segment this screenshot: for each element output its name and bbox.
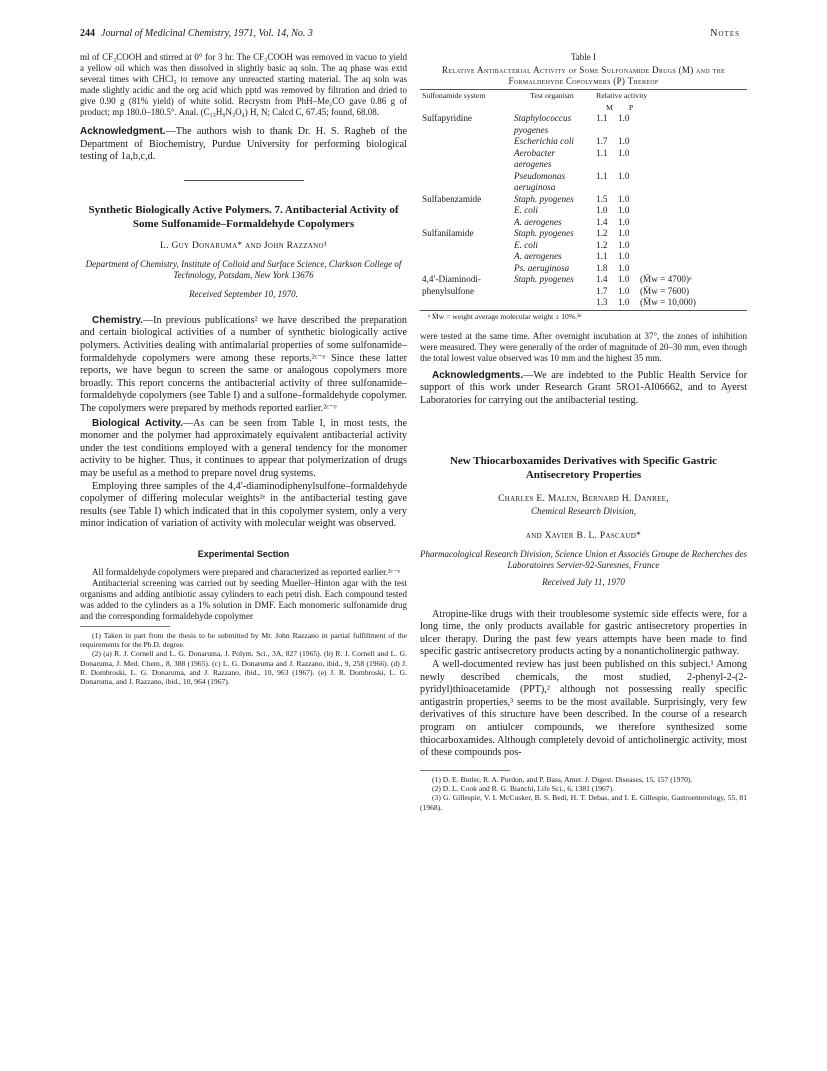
- cell-note: [638, 228, 747, 240]
- cell-note: [638, 148, 747, 171]
- table-row: [420, 136, 747, 148]
- chemistry-text: —In previous publications² we have described the preparation and certain biological activities of a number of synthetic biologically active polymers. Activities dealing with antimalarial properties of some sulfonamide–formaldehyde copolymers were among these reports.²ᶜ⁻ᵉ Since these latter reports, we have begun to screen the same or analogous copolymers more broadly. This report concerns the antibacterial activity of three sulfonamide–formaldehyde copolymers (see Table I) and a sulfone–formaldehyde copolymer. The copolymers were prepared by methods reported earlier.²ᶜ⁻ᵉ: [80, 314, 407, 414]
- table-row: [420, 228, 747, 240]
- cell-organism: [510, 297, 594, 309]
- table-row: [420, 297, 747, 309]
- footnote-rule-right: [420, 770, 510, 771]
- cell-system: 4,4′-Diaminodi-: [422, 274, 481, 284]
- cell-note: (M̄w = 4700)ᵃ: [640, 274, 692, 284]
- table-row: [420, 205, 747, 217]
- table-row: [420, 171, 747, 194]
- cell-m: 1.1: [596, 170, 608, 181]
- cell-p: 1.0: [618, 228, 630, 238]
- cell-system: phenylsulfone: [422, 285, 475, 296]
- chemistry-paragraph: [80, 315, 407, 416]
- experimental-paragraph-1: All formaldehyde copolymers were prepared and characterized as reported earlier.²ᶜ⁻ᵉ: [92, 566, 400, 577]
- cell-note: (M̄w = 7600): [640, 285, 690, 296]
- acknowledgment-heading: Acknowledgment.: [80, 126, 166, 137]
- affiliation2-second: Pharmacological Research Division, Science Union et Associés Groupe de Recherches des Laboratoires Servier-92-Suresnes, France: [420, 548, 747, 570]
- affiliation2-first: Chemical Research Division,: [531, 505, 636, 516]
- continued-experimental-text: ml of CF₃COOH and stirred at 0° for 3 hr. The CF₃COOH was removed in vacuo to yield a yellow oil which was then dissolved in slightly basic aq soln. The aq phase was extd several times with CHCl₃ to remove any unreacted starting material. The aq soln was made slightly acidic and the org acid which pptd was removed by filtration and dried to give 0.90 g (81% yield) of white solid. Recrystn from PhH–Me₂CO gave 0.86 g of product; mp 180.0–180.5°. Anal. (C₁₃H₉N₃O₄) H, N; Calcd C, 67.45; found, 68.08.: [80, 52, 407, 117]
- cell-organism: A. aerogenes: [514, 216, 562, 227]
- section-label: Notes: [710, 28, 740, 39]
- acknowledgment-paragraph: [80, 126, 407, 164]
- experimental-paragraph-2: Antibacterial screening was carried out by seeding Mueller–Hinton agar with the test organisms and adding antibiotic assay cylinders to each petri dish. Each compound tested was added to the cylinders as a 1% solution in DMF. Each monomeric sulfonamide drug and the corresponding formaldehyde copolymer: [80, 577, 407, 621]
- cell-p: 1.0: [618, 274, 630, 284]
- cell-organism: Staphylococcus pyogenes: [514, 113, 572, 135]
- header-test-organism: Test organism: [530, 91, 574, 100]
- cell-note: [638, 263, 747, 275]
- body-paragraph-2: A well-documented review has just been published on this subject.¹ Among newly described chemicals, the most studied, 2-phenyl-2-(2-pyridyl)thioacetamide (PPT),² although not possessing really specific antigastrin properties,³ seems to be the most available. Surprisingly, very few derivatives of this structure have been described. In the course of a research program on antiulcer compounds, we therefore synthesized some thiocarboxamides. Although completely devoid of anticholinergic activity, most of these compounds pos-: [420, 658, 747, 759]
- table-row: [420, 251, 747, 263]
- cell-p: 1.0: [618, 297, 630, 307]
- ref-2: (2) D. L. Cook and R. G. Bianchi, Life Sci., 6, 1381 (1967).: [432, 784, 615, 793]
- cell-p: 1.0: [618, 216, 630, 227]
- cell-m: 1.8: [596, 262, 608, 273]
- table-row: [420, 274, 747, 286]
- table-row: [420, 148, 747, 171]
- chemistry-heading: Chemistry.: [92, 314, 143, 326]
- cell-system: [420, 136, 510, 148]
- cell-organism: Staph. pyogenes: [514, 274, 574, 284]
- biological-activity-paragraph: [80, 418, 407, 481]
- cell-system: Sulfanilamide: [422, 228, 474, 238]
- footnote-rule: [80, 626, 170, 627]
- cell-organism: E. coli: [514, 205, 538, 215]
- acknowledgment-text: —The authors wish to thank Dr. H. S. Ragheb of the Department of Biochemistry, Purdue University for performing biological testing of 1a,b,c,d.: [80, 126, 407, 163]
- table-title: Relative Antibacterial Activity of Some Sulfonamide Drugs (M) and the Formaldehyde Copolymers (P) Thereof: [441, 65, 726, 86]
- cell-m: 1.5: [596, 193, 608, 204]
- footnote-2: (2) (a) R. J. Cornell and L. G. Donaruma, J. Polym. Sci., 3A, 827 (1965). (b) R. J. Cornell and L. G. Donaruma, J. Med. Chem., 8, 388 (1965). (c) L. G. Donaruma and J. Razzano, ibid., 9, 258 (1966). (d) J. R. Dombroski, L. G. Donaruma, and J. Razzano, ibid., 10, 963 (1967). (e) J. R. Dombroski, L. G. Donaruma, and J. Razzano, ibid., 10, 964 (1967).: [80, 649, 407, 687]
- cell-system: [420, 148, 510, 171]
- cell-m: 1.7: [596, 136, 608, 146]
- cell-m: 1.4: [596, 216, 608, 227]
- cell-p: 1.0: [618, 147, 630, 158]
- ref-1: (1) D. E. Butler, R. A. Purdon, and P. Bass, Amer. J. Digest. Diseases, 15, 157 (1970).: [432, 774, 693, 784]
- table-row: [420, 113, 747, 136]
- page-number: 244: [80, 28, 95, 39]
- cell-note: [638, 217, 747, 229]
- table-row: [420, 286, 747, 298]
- cell-note: [638, 251, 747, 263]
- footnote-1: (1) Taken in part from the thesis to be submitted by Mr. John Razzano in partial fulfillment of the requirements for the Ph.D. degree.: [80, 630, 407, 650]
- cell-note: [638, 194, 747, 206]
- ref-3: (3) G. Gillespie, V. I. McCusker, B. S. Bedi, H. T. Debas, and I. E. Gillespie, Gastroenterology, 55, 81 (1968).: [420, 793, 747, 812]
- cell-m: 1.1: [596, 147, 608, 158]
- authors: L. Guy Donaruma* and John Razzano¹: [160, 240, 327, 251]
- affiliation: Department of Chemistry, Institute of Colloid and Surface Science, Clarkson College of Technology, Potsdam, New York 13676: [85, 258, 402, 280]
- cell-system: [420, 263, 510, 275]
- divider: [184, 180, 304, 181]
- acknowledgments-heading: Acknowledgments.: [432, 369, 524, 381]
- article-title: Synthetic Biologically Active Polymers. 7. Antibacterial Activity of Some Sulfonamide–Formaldehyde Copolymers: [88, 203, 399, 230]
- cell-organism: [510, 286, 594, 298]
- table-caption: Table I: [570, 52, 597, 62]
- header-m: M: [606, 102, 613, 112]
- table-footnote: ᵃ M̄w = weight average molecular weight ± 10%.²ᵉ: [428, 311, 582, 321]
- cell-organism: Aerobacter aerogenes: [514, 147, 555, 169]
- cell-note: [638, 113, 747, 136]
- cell-p: 1.0: [618, 239, 630, 250]
- header-relative-activity: [594, 90, 747, 114]
- cell-m: 1.1: [596, 113, 608, 123]
- authors2-second: and Xavier B. L. Pascaud*: [525, 530, 642, 541]
- cell-p: 1.0: [618, 193, 630, 204]
- article2-title: New Thiocarboxamides Derivatives with Specific Gastric Antisecretory Properties: [449, 454, 718, 481]
- cell-note: [638, 171, 747, 194]
- cell-note: (M̄w = 10,000): [640, 297, 696, 307]
- cell-p: 1.0: [618, 251, 630, 261]
- cell-organism: E. coli: [514, 239, 538, 250]
- cell-organism: Pseudomonas aeruginosa: [514, 170, 566, 192]
- table-row: [420, 217, 747, 229]
- left-column: [80, 52, 407, 687]
- acknowledgments-paragraph: [420, 370, 747, 408]
- body-paragraph-1: Atropine-like drugs with their troublesome systemic side effects were, for a long time, the only products available for gastric antisecretory properties in ulcer therapy. During the past few years attempts have been made to find specific gastric antisecretory products acting by a nonanticholinergic pathway.: [420, 608, 747, 658]
- table-body: [420, 113, 747, 309]
- journal-citation: Journal of Medicinal Chemistry, 1971, Vol. 14, No. 3: [101, 28, 313, 39]
- cell-system: [420, 171, 510, 194]
- activity-table: [420, 89, 747, 309]
- cell-system: Sulfabenzamide: [422, 193, 482, 204]
- continued-text: were tested at the same time. After overnight incubation at 37°, the zones of inhibition were measured. They were generally of the order of magnitude of 20–30 mm, even though the total lowest value observed was 10 mm and the highest 35 mm.: [420, 330, 747, 363]
- right-column: [420, 52, 747, 812]
- header-p: P: [628, 102, 634, 112]
- cell-p: 1.0: [618, 113, 630, 123]
- received2-date: Received July 11, 1970: [542, 576, 625, 587]
- cell-p: 1.0: [618, 136, 630, 146]
- table-row: [420, 263, 747, 275]
- acknowledgments-text: —We are indebted to the Public Health Service for support of this work under Research Grant 5RO1-AI06662, and to Ayerst Laboratories for carrying out the antibacterial testing.: [420, 369, 747, 406]
- cell-m: 1.1: [596, 251, 608, 261]
- cell-organism: Staph. pyogenes: [514, 228, 574, 238]
- cell-system: [420, 297, 510, 309]
- cell-p: 1.0: [618, 285, 630, 296]
- biological-activity-text: —As can be seen from Table I, in most tests, the monomer and the polymer had approximately equivalent antibacterial activity under the test conditions employed with a general tendency for the monomer activity to be higher. Thus, it continues to appear that polymerization of drugs may be useful as a method to prepare novel drug systems.: [80, 417, 407, 479]
- cell-m: 1.3: [596, 297, 608, 307]
- authors2-first: Charles E. Malen, Bernard H. Danree,: [498, 493, 669, 504]
- header-sulfonamide-system: Sulfonamide system: [422, 91, 486, 100]
- table-bottom-rule: [420, 310, 747, 311]
- cell-organism: Ps. aeruginosa: [514, 262, 570, 273]
- cell-organism: A. aerogenes: [514, 251, 562, 261]
- table-row: [420, 240, 747, 252]
- cell-system: [420, 205, 510, 217]
- cell-system: [420, 251, 510, 263]
- cell-system: [420, 240, 510, 252]
- cell-organism: Escherichia coli: [514, 136, 574, 146]
- received-date: Received September 10, 1970.: [189, 288, 298, 299]
- cell-m: 1.2: [596, 228, 608, 238]
- cell-p: 1.0: [618, 205, 630, 215]
- header-relative-activity-label: Relative activity: [596, 91, 648, 100]
- cell-system: Sulfapyridine: [422, 113, 473, 123]
- cell-organism: Staph. pyogenes: [514, 193, 574, 204]
- experimental-heading: Experimental Section: [197, 548, 290, 559]
- biological-activity-heading: Biological Activity.: [92, 417, 183, 429]
- cell-m: 1.4: [596, 274, 608, 284]
- cell-note: [638, 240, 747, 252]
- cell-system: [420, 217, 510, 229]
- cell-m: 1.2: [596, 239, 608, 250]
- table-row: [420, 194, 747, 206]
- cell-m: 1.0: [596, 205, 608, 215]
- cell-note: [638, 205, 747, 217]
- cell-note: [638, 136, 747, 148]
- cell-p: 1.0: [618, 170, 630, 181]
- cell-m: 1.7: [596, 285, 608, 296]
- table-header-row: [420, 90, 747, 114]
- molecular-weight-paragraph: Employing three samples of the 4,4′-diaminodiphenylsulfone–formaldehyde copolymer of differing molecular weights²ᵉ in the antibacterial testing gave results (see Table I) which indicated that in this copolymer system, only a very minor indication of variation of activity with molecular weight was observed.: [80, 480, 407, 530]
- cell-p: 1.0: [618, 262, 630, 273]
